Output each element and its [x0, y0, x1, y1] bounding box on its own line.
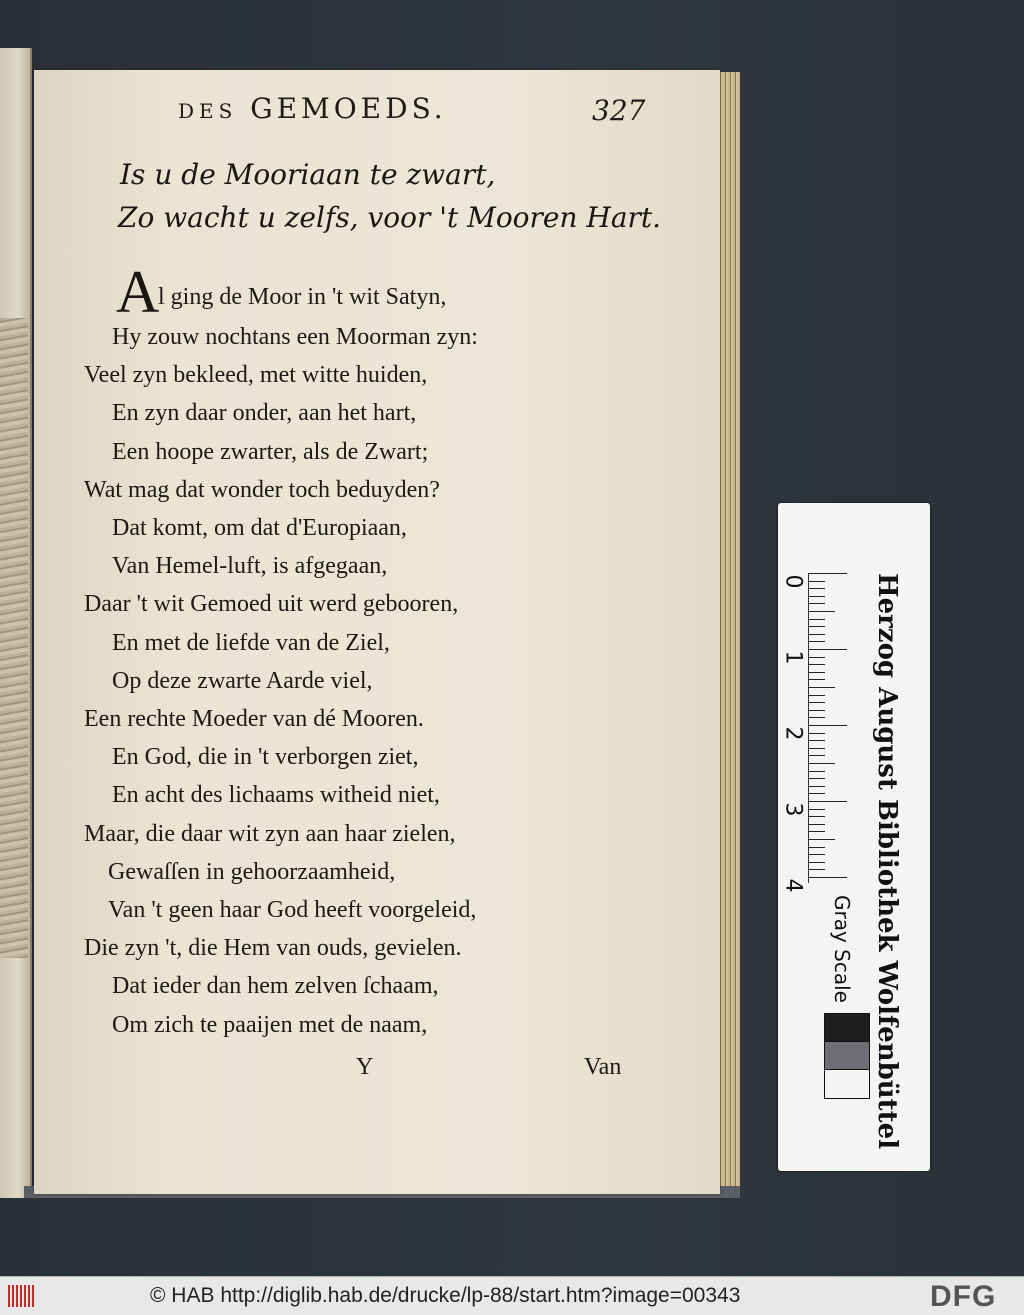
- verse-line: En zyn daar onder, aan het hart,: [112, 400, 417, 427]
- drop-cap: A: [116, 259, 160, 325]
- verse-line: Wat mag dat wonder toch beduyden?: [84, 476, 440, 503]
- ruler-tick: [809, 778, 825, 779]
- ruler-tick: [809, 877, 847, 878]
- ruler-number: 4: [780, 878, 806, 893]
- ruler-tick: [809, 748, 825, 749]
- ruler-tick: [809, 619, 825, 620]
- ruler-number: 2: [780, 726, 806, 741]
- verse-line: Van 't geen haar God heeft voorgeleid,: [108, 897, 477, 923]
- ruler-tick: [809, 626, 825, 627]
- ruler-tick: [809, 801, 847, 802]
- previous-page-edge: [0, 48, 32, 1198]
- ruler-tick: [809, 596, 825, 597]
- verse-line: Dat komt, om dat d'Europiaan,: [112, 515, 407, 541]
- ruler-tick: [809, 786, 825, 787]
- copyright-url: © HAB http://diglib.hab.de/drucke/lp-88/start.htm?image=00343: [150, 1284, 741, 1307]
- page-fore-edge: [718, 72, 740, 1192]
- verse-line: Op deze zwarte Aarde viel,: [112, 667, 373, 694]
- verse-line: Veel zyn bekleed, met witte huiden,: [84, 362, 428, 389]
- hab-logo-icon: [8, 1285, 38, 1307]
- verse-line: Een rechte Moeder van dé Mooren.: [84, 706, 424, 732]
- running-head-title: GEMOEDS.: [250, 92, 447, 125]
- gray-swatch-light: [824, 1069, 870, 1099]
- ruler-tick: [809, 695, 825, 696]
- ruler-tick: [809, 831, 825, 832]
- institution-label: Herzog August Bibliothek Wolfenbüttel: [872, 573, 902, 1150]
- ruler-tick: [809, 634, 825, 635]
- running-head-prefix: DES: [178, 99, 238, 123]
- verse-line: Dat ieder dan hem zelven ſchaam,: [112, 973, 439, 1000]
- ruler-tick: [809, 725, 847, 726]
- dfg-logo: DFG: [930, 1280, 997, 1313]
- verse-line: Een hoope zwarter, als de Zwart;: [112, 438, 429, 465]
- verse-line: En God, die in 't verborgen ziet,: [112, 744, 419, 771]
- institution-label-box: [866, 573, 906, 1150]
- motto-line: Zo wacht u zelfs, voor 't Mooren Hart.: [118, 201, 662, 234]
- verse-line: Die zyn 't, die Hem van ouds, gevielen.: [84, 935, 462, 962]
- ruler-number: 3: [780, 802, 806, 817]
- ruler-tick: [809, 702, 825, 703]
- ruler-tick: [809, 824, 825, 825]
- ruler-tick: [809, 679, 825, 680]
- color-card-ruler: [778, 503, 930, 1171]
- verse-line: Maar, die daar wit zyn aan haar zielen,: [84, 820, 456, 847]
- ruler-tick: [809, 793, 825, 794]
- verse-line: Van Hemel-luft, is afgegaan,: [112, 553, 388, 580]
- ruler-tick: [809, 641, 825, 642]
- footer-bar: [0, 1276, 1024, 1315]
- verse-line: l ging de Moor in 't wit Satyn,: [158, 284, 447, 310]
- motto-line: Is u de Mooriaan te zwart,: [120, 158, 496, 191]
- gray-swatch-mid: [824, 1041, 870, 1071]
- ruler-scale: [808, 573, 849, 883]
- ruler-tick: [809, 672, 825, 673]
- ruler-tick: [809, 657, 825, 658]
- signature-mark: Y: [356, 1054, 374, 1080]
- ruler-tick: [809, 573, 847, 574]
- ruler-tick: [809, 839, 835, 840]
- page-number: 327: [592, 94, 646, 127]
- ruler-tick: [809, 649, 847, 650]
- ruler-tick: [809, 809, 825, 810]
- ruler-tick: [809, 869, 825, 870]
- ruler-tick: [809, 717, 825, 718]
- gray-swatch-dark: [824, 1013, 870, 1043]
- ruler-number: 0: [780, 574, 806, 589]
- ruler-tick: [809, 611, 835, 612]
- ruler-tick: [809, 687, 835, 688]
- ruler-tick: [809, 854, 825, 855]
- ruler-tick: [809, 816, 825, 817]
- ruler-tick: [809, 710, 825, 711]
- verse-line: Hy zouw nochtans een Moorman zyn:: [112, 324, 478, 350]
- ruler-tick: [809, 664, 825, 665]
- ruler-tick: [809, 740, 825, 741]
- running-head: [178, 92, 447, 125]
- verse-line: Gewaſſen in gehoorzaamheid,: [108, 858, 396, 885]
- ruler-tick: [809, 763, 835, 764]
- ruler-tick: [809, 755, 825, 756]
- ruler-tick: [809, 771, 825, 772]
- ruler-tick: [809, 588, 825, 589]
- verse-line: Om zich te paaijen met de naam,: [112, 1011, 428, 1038]
- ruler-tick: [809, 847, 825, 848]
- ruler-tick: [809, 862, 825, 863]
- ruler-tick: [809, 733, 825, 734]
- verse-line: En acht des lichaams witheid niet,: [112, 782, 440, 809]
- ruler-number: 1: [780, 650, 806, 665]
- engraving-fragment: [0, 318, 28, 958]
- verse-line: Daar 't wit Gemoed uit werd gebooren,: [84, 591, 459, 618]
- catchword: Van: [584, 1054, 622, 1080]
- verse-line: En met de liefde van de Ziel,: [112, 629, 390, 656]
- ruler-tick: [809, 603, 825, 604]
- gray-scale-label: Gray Scale: [830, 895, 854, 1003]
- ruler-tick: [809, 581, 825, 582]
